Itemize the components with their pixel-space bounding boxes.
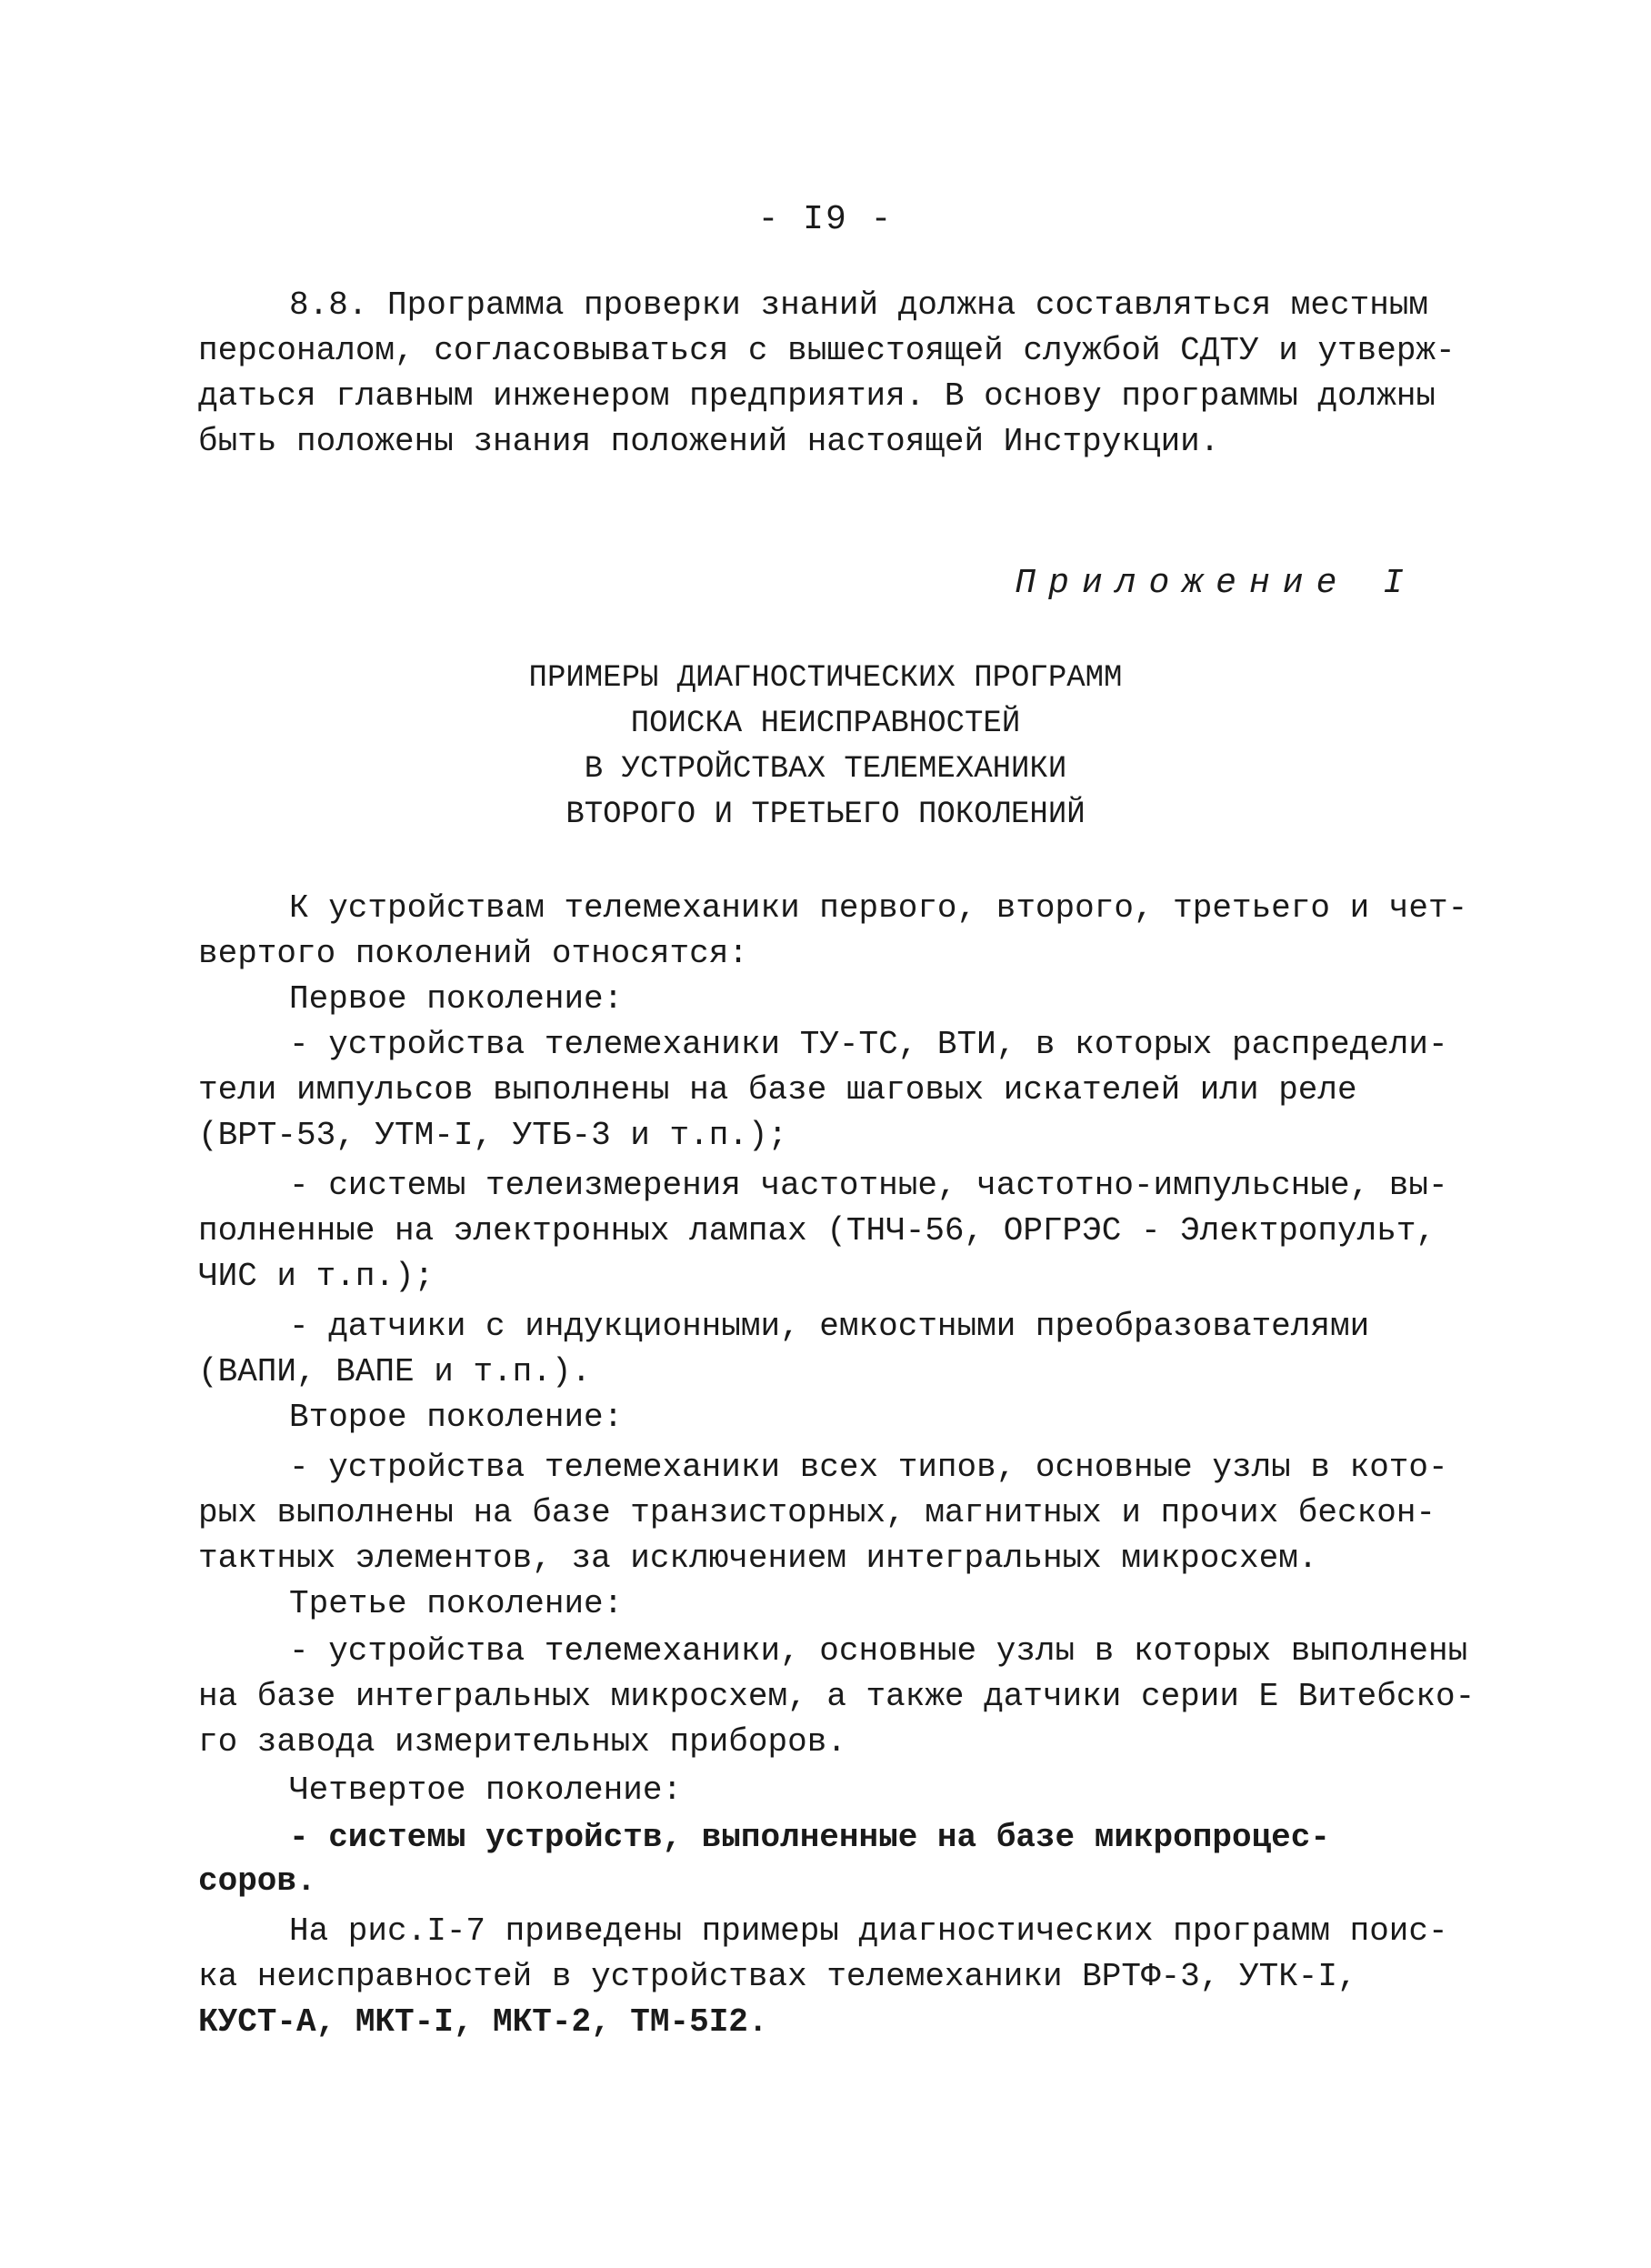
list-item: - устройства телемеханики, основные узлы в которых выполнены — [289, 1632, 1468, 1670]
list-item: - устройства телемеханики всех типов, основные узлы в кото- — [289, 1449, 1448, 1486]
paragraph-line: быть положены знания положений настоящей Инструкции. — [198, 423, 1220, 460]
title-line: ПОИСКА НЕИСПРАВНОСТЕЙ — [630, 707, 1021, 741]
paragraph-line: На рис.I-7 приведены примеры диагностических программ поис- — [289, 1912, 1448, 1950]
paragraph-line: (ВРТ-53, УТМ-I, УТБ-3 и т.п.); — [198, 1117, 788, 1154]
paragraph-line: КУСТ-А, МКТ-I, МКТ-2, ТМ-5I2. — [198, 2003, 768, 2041]
subheading-third-generation: Третье поколение: — [289, 1585, 624, 1622]
paragraph-line: на базе интегральных микросхем, а также датчики серии Е Витебско- — [198, 1678, 1476, 1715]
paragraph-line: тактных элементов, за исключением интегральных микросхем. — [198, 1540, 1318, 1577]
list-item: - системы телеизмерения частотные, частотно-импульсные, вы- — [289, 1167, 1448, 1204]
paragraph-line: 8.8. Программа проверки знаний должна составляться местным — [289, 286, 1429, 324]
paragraph-line: полненные на электронных лампах (ТНЧ-56, ОРГРЭС - Электропульт, — [198, 1212, 1436, 1249]
subheading-fourth-generation: Четвертое поколение: — [289, 1771, 683, 1809]
paragraph-line: К устройствам телемеханики первого, второго, третьего и чет- — [289, 889, 1468, 927]
paragraph-line: вертого поколений относятся: — [198, 935, 748, 972]
list-item: - устройства телемеханики ТУ-ТС, ВТИ, в которых распредели- — [289, 1026, 1448, 1063]
paragraph-line: (ВАПИ, ВАПЕ и т.п.). — [198, 1353, 592, 1390]
subheading-second-generation: Второе поколение: — [289, 1399, 624, 1436]
subheading-first-generation: Первое поколение: — [289, 980, 624, 1018]
paragraph-line: персоналом, согласовываться с вышестоящей службой СДТУ и утверж- — [198, 332, 1456, 369]
title-line: ПРИМЕРЫ ДИАГНОСТИЧЕСКИХ ПРОГРАММ — [528, 661, 1123, 696]
paragraph-line: ка неисправностей в устройствах телемеханики ВРТФ-3, УТК-I, — [198, 1958, 1357, 1995]
list-item: - системы устройств, выполненные на базе микропроцес- — [289, 1819, 1330, 1856]
appendix-label: Приложение I — [1015, 564, 1416, 603]
title-line: ВТОРОГО И ТРЕТЬЕГО ПОКОЛЕНИЙ — [565, 798, 1086, 832]
paragraph-line: ЧИС и т.п.); — [198, 1258, 435, 1295]
paragraph-line: соров. — [198, 1862, 316, 1900]
paragraph-line: рых выполнены на базе транзисторных, магнитных и прочих бескон- — [198, 1494, 1436, 1531]
list-item: - датчики с индукционными, емкостными преобразователями — [289, 1308, 1370, 1345]
paragraph-line: тели импульсов выполнены на базе шаговых искателей или реле — [198, 1071, 1357, 1109]
title-line: В УСТРОЙСТВАХ ТЕЛЕМЕХАНИКИ — [584, 752, 1067, 787]
paragraph-line: го завода измерительных приборов. — [198, 1723, 846, 1761]
paragraph-line: даться главным инженером предприятия. В основу программы должны — [198, 377, 1436, 415]
page-number: - I9 - — [757, 200, 894, 239]
